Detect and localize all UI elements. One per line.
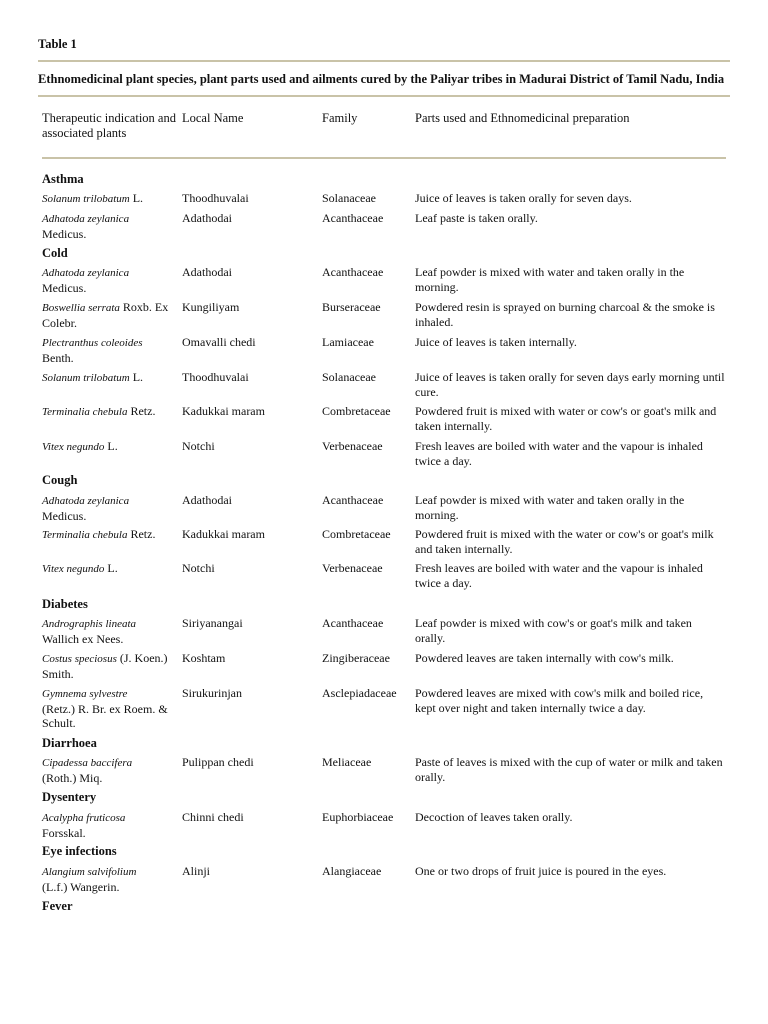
species-name: Terminalia chebula — [42, 406, 128, 418]
species-name: Vitex negundo — [42, 563, 105, 575]
species-authority: Medicus. — [42, 280, 87, 295]
family-name: Asclepiadaceae — [322, 686, 397, 700]
preparation: Powdered leaves are taken internally with cow's milk. — [415, 651, 674, 665]
species-name: Andrographis lineata — [42, 618, 137, 630]
plant-name — [42, 370, 180, 386]
preparation: Powdered resin is sprayed on burning charcoal & the smoke is inhaled. — [415, 300, 715, 329]
plant-name — [42, 651, 180, 681]
species-authority: Medicus. — [42, 508, 87, 523]
section-diabetes: Diabetes — [42, 597, 88, 611]
local-name: Sirukurinjan — [182, 686, 242, 700]
local-name: Pulippan chedi — [182, 755, 254, 769]
species-authority: Benth. — [42, 350, 74, 365]
local-name: Adathodai — [182, 493, 232, 507]
caption-rule — [38, 95, 730, 97]
species-name: Alangium salvifolium — [42, 866, 137, 878]
species-name: Solanum trilobatum — [42, 372, 130, 384]
species-authority: L. — [129, 191, 144, 205]
family-name: Acanthaceae — [322, 265, 384, 279]
plant-name — [42, 191, 180, 207]
preparation: Leaf powder is mixed with water and taken orally in the morning. — [415, 493, 685, 522]
species-name: Gymnema sylvestre — [42, 688, 128, 700]
family-name: Acanthaceae — [322, 616, 384, 630]
local-name: Omavalli chedi — [182, 335, 256, 349]
preparation: Leaf powder is mixed with water and taken orally in the morning. — [415, 265, 685, 294]
preparation: Juice of leaves is taken orally for seven days. — [415, 191, 632, 205]
plant-name — [42, 265, 180, 295]
local-name: Alinji — [182, 864, 211, 878]
plant-name — [42, 439, 180, 455]
species-name: Costus speciosus — [42, 653, 117, 665]
family-name: Burseraceae — [322, 300, 381, 314]
section-cold: Cold — [42, 246, 68, 260]
plant-name — [42, 616, 180, 646]
header-preparation: Parts used and Ethnomedicinal preparation — [415, 111, 630, 125]
local-name: Thoodhuvalai — [182, 191, 249, 205]
local-name: Chinni chedi — [182, 810, 244, 824]
local-name: Adathodai — [182, 265, 232, 279]
plant-name — [42, 527, 180, 543]
preparation: Juice of leaves is taken internally. — [415, 335, 577, 349]
plant-name — [42, 493, 180, 523]
species-authority: (J. Koen.) Smith. — [42, 651, 168, 681]
preparation: Paste of leaves is mixed with the cup of water or milk and taken orally. — [415, 755, 723, 784]
species-name: Vitex negundo — [42, 441, 105, 453]
species-authority: (L.f.) Wangerin. — [42, 879, 120, 894]
species-authority: (Roth.) Miq. — [42, 770, 103, 785]
family-name: Zingiberaceae — [322, 651, 390, 665]
local-name: Koshtam — [182, 651, 226, 665]
family-name: Acanthaceae — [322, 493, 384, 507]
species-authority: Forsskal. — [42, 825, 86, 840]
header-local-name: Local Name — [182, 111, 244, 125]
local-name: Notchi — [182, 561, 215, 575]
plant-name — [42, 810, 180, 840]
family-name: Lamiaceae — [322, 335, 374, 349]
family-name: Solanaceae — [322, 191, 376, 205]
preparation: Juice of leaves is taken orally for seven days early morning until cure. — [415, 370, 725, 399]
family-name: Acanthaceae — [322, 211, 384, 225]
local-name: Thoodhuvalai — [182, 370, 249, 384]
plant-name — [42, 404, 180, 420]
header-family: Family — [322, 111, 358, 125]
local-name: Kungiliyam — [182, 300, 240, 314]
section-diarrhoea: Diarrhoea — [42, 736, 97, 750]
preparation: Leaf powder is mixed with cow's or goat's milk and taken orally. — [415, 616, 692, 645]
local-name: Notchi — [182, 439, 215, 453]
species-name: Adhatoda zeylanica — [42, 495, 130, 507]
species-authority: L. — [129, 370, 144, 384]
local-name: Adathodai — [182, 211, 232, 225]
family-name: Solanaceae — [322, 370, 376, 384]
local-name: Siriyanangai — [182, 616, 243, 630]
preparation: Fresh leaves are boiled with water and the vapour is inhaled twice a day. — [415, 439, 703, 468]
table-label: Table 1 — [38, 37, 77, 51]
preparation: Decoction of leaves taken orally. — [415, 810, 573, 824]
plant-name — [42, 335, 180, 365]
plant-name — [42, 755, 180, 785]
family-name: Combretaceae — [322, 404, 391, 418]
header-therapeutic-indication: Therapeutic indication and associated plants — [42, 111, 176, 140]
plant-name — [42, 300, 180, 330]
species-name: Adhatoda zeylanica — [42, 213, 130, 225]
section-asthma: Asthma — [42, 172, 84, 186]
family-name: Combretaceae — [322, 527, 391, 541]
plant-name — [42, 211, 180, 241]
local-name: Kadukkai maram — [182, 527, 265, 541]
preparation: Leaf paste is taken orally. — [415, 211, 538, 225]
species-name: Adhatoda zeylanica — [42, 267, 130, 279]
species-name: Acalypha fruticosa — [42, 812, 126, 824]
header-rule — [42, 157, 726, 159]
section-eye-infections: Eye infections — [42, 844, 117, 858]
family-name: Verbenaceae — [322, 561, 383, 575]
species-name: Solanum trilobatum — [42, 193, 130, 205]
species-name: Plectranthus coleoides — [42, 337, 143, 349]
species-authority: L. — [104, 561, 118, 575]
preparation: Powdered fruit is mixed with the water or cow's or goat's milk and taken internally. — [415, 527, 714, 556]
species-authority: Wallich ex Nees. — [42, 631, 124, 646]
family-name: Euphorbiaceae — [322, 810, 394, 824]
plant-name — [42, 561, 180, 577]
family-name: Verbenaceae — [322, 439, 383, 453]
species-authority: Retz. — [127, 404, 156, 418]
section-fever: Fever — [42, 899, 73, 913]
table-caption: Ethnomedicinal plant species, plant parts used and ailments cured by the Paliyar tribes in Madurai District of Tamil Nadu, India — [38, 72, 725, 86]
top-rule — [38, 60, 730, 62]
species-name: Boswellia serrata — [42, 302, 120, 314]
plant-name — [42, 686, 180, 731]
species-authority: Retz. — [127, 527, 156, 541]
family-name: Meliaceae — [322, 755, 372, 769]
species-authority: L. — [104, 439, 118, 453]
plant-name — [42, 864, 180, 894]
section-dysentery: Dysentery — [42, 790, 97, 804]
species-authority: Roxb. Ex Colebr. — [42, 300, 169, 330]
species-name: Cipadessa baccifera — [42, 757, 133, 769]
section-cough: Cough — [42, 473, 78, 487]
preparation: Powdered fruit is mixed with water or cow's or goat's milk and taken internally. — [415, 404, 717, 433]
species-authority: Medicus. — [42, 226, 87, 241]
local-name: Kadukkai maram — [182, 404, 265, 418]
preparation: One or two drops of fruit juice is poured in the eyes. — [415, 864, 667, 878]
preparation: Fresh leaves are boiled with water and the vapour is inhaled twice a day. — [415, 561, 703, 590]
preparation: Powdered leaves are mixed with cow's milk and boiled rice, kept over night and taken internally twice a day. — [415, 686, 704, 715]
family-name: Alangiaceae — [322, 864, 382, 878]
species-authority: (Retz.) R. Br. ex Roem. & Schult. — [42, 701, 168, 730]
species-name: Terminalia chebula — [42, 529, 128, 541]
